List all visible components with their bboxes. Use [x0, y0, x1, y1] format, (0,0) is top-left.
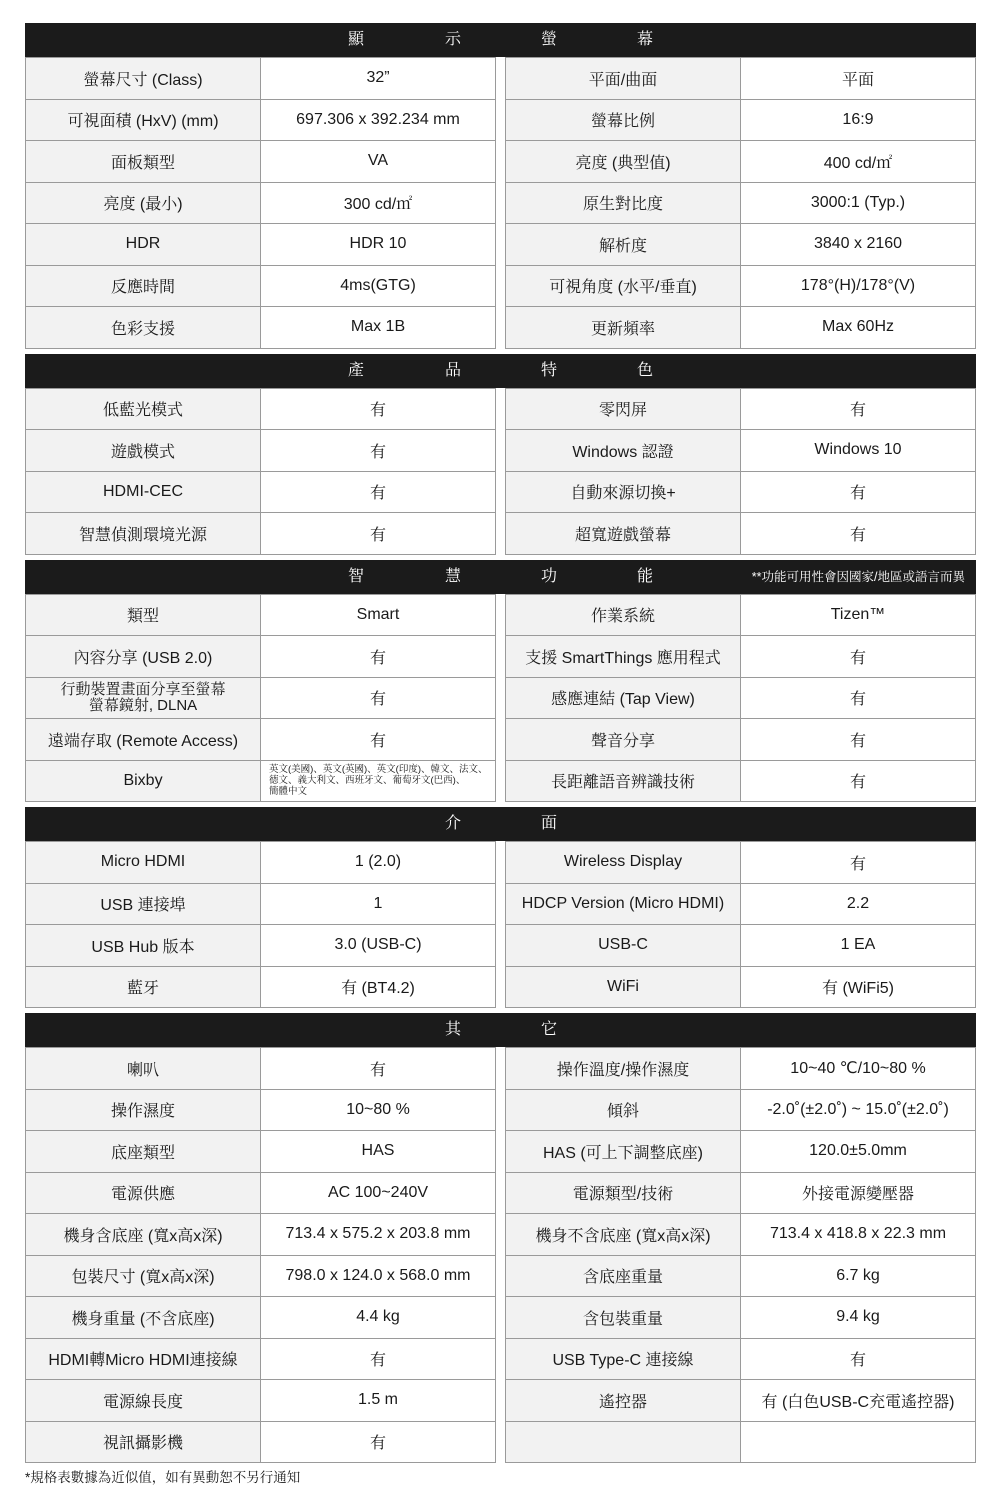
section-header-char: 面	[540, 815, 557, 832]
spec-value: 有	[261, 472, 495, 513]
section-header-char: 產	[347, 361, 364, 379]
spec-row	[26, 183, 495, 225]
section-header-char	[346, 808, 366, 840]
spec-row	[506, 1380, 975, 1422]
spec-value: HDR 10	[261, 224, 495, 265]
spec-value: Windows 10	[741, 430, 975, 471]
spec-table-right	[505, 388, 976, 555]
spec-value: 400 cd/㎡	[741, 141, 975, 182]
spec-value: Tizen™	[741, 595, 975, 636]
section-header	[25, 354, 976, 388]
spec-table-left	[25, 388, 496, 555]
spec-row	[26, 1297, 495, 1339]
spec-label: 感應連結 (Tap View)	[506, 678, 741, 719]
section-header-char: 特	[540, 361, 557, 379]
spec-label: 色彩支援	[26, 307, 261, 348]
spec-row	[506, 1339, 975, 1381]
spec-row	[26, 1380, 495, 1422]
spec-value: Max 60Hz	[741, 307, 975, 348]
spec-value: 有	[741, 842, 975, 883]
section-header	[25, 807, 976, 841]
spec-value: 有	[261, 389, 495, 430]
spec-value: 178°(H)/178°(V)	[741, 266, 975, 307]
spec-row	[506, 58, 975, 100]
spec-label: HDCP Version (Micro HDMI)	[506, 884, 741, 925]
spec-value: 10~80 %	[261, 1090, 495, 1131]
spec-value: 有 (WiFi5)	[741, 967, 975, 1008]
spec-row	[26, 1339, 495, 1381]
spec-row	[26, 1048, 495, 1090]
spec-value: 有 (BT4.2)	[261, 967, 495, 1008]
spec-row	[26, 1173, 495, 1215]
section-header-char: 智	[347, 567, 364, 585]
spec-row	[26, 472, 495, 514]
spec-value: 有	[261, 430, 495, 471]
spec-row	[26, 58, 495, 100]
spec-row	[506, 307, 975, 349]
spec-label: 機身不含底座 (寬x高x深)	[506, 1214, 741, 1255]
spec-label: Micro HDMI	[26, 842, 261, 883]
spec-label: Windows 認證	[506, 430, 741, 471]
spec-value: 有	[741, 472, 975, 513]
spec-row	[506, 224, 975, 266]
spec-value: 有 (白色USB-C充電遙控器)	[741, 1380, 975, 1421]
spec-label: Wireless Display	[506, 842, 741, 883]
spec-row	[506, 842, 975, 884]
spec-label: 操作濕度	[26, 1090, 261, 1131]
spec-row	[26, 761, 495, 803]
footnote: *規格表數據為近似值，如有異動恕不另行通知	[25, 1470, 301, 1485]
spec-value: 平面	[741, 58, 975, 99]
spec-label: USB Hub 版本	[26, 925, 261, 966]
spec-row	[26, 967, 495, 1009]
spec-value: 有	[741, 1339, 975, 1380]
spec-value: 120.0±5.0mm	[741, 1131, 975, 1172]
section-header-char: 功	[540, 567, 557, 585]
spec-row	[506, 430, 975, 472]
spec-label: USB-C	[506, 925, 741, 966]
spec-row	[26, 1214, 495, 1256]
spec-value: -2.0˚(±2.0˚) ~ 15.0˚(±2.0˚)	[741, 1090, 975, 1131]
section-header-char: 能	[636, 567, 653, 585]
spec-label: 機身含底座 (寬x高x深)	[26, 1214, 261, 1255]
spec-label: 自動來源切換+	[506, 472, 741, 513]
spec-label: 螢幕比例	[506, 100, 741, 141]
spec-table-right	[505, 1047, 976, 1463]
spec-value: 697.306 x 392.234 mm	[261, 100, 495, 141]
spec-label	[506, 1422, 741, 1463]
spec-value	[741, 1422, 975, 1463]
section-header-char: 品	[444, 361, 461, 379]
spec-value: 有	[261, 1422, 495, 1463]
spec-label: 面板類型	[26, 141, 261, 182]
spec-row	[506, 1090, 975, 1132]
spec-row	[506, 636, 975, 678]
spec-label: 平面/曲面	[506, 58, 741, 99]
spec-label: USB 連接埠	[26, 884, 261, 925]
section-header-char: 介	[444, 815, 461, 832]
spec-row	[506, 719, 975, 761]
spec-value: 6.7 kg	[741, 1256, 975, 1297]
spec-label: 解析度	[506, 224, 741, 265]
spec-table-right	[505, 841, 976, 1008]
spec-value: 10~40 ℃/10~80 %	[741, 1048, 975, 1089]
spec-sheet	[25, 23, 976, 1468]
spec-label: 視訊攝影機	[26, 1422, 261, 1463]
spec-row	[506, 100, 975, 142]
spec-value: Max 1B	[261, 307, 495, 348]
spec-label: 電源供應	[26, 1173, 261, 1214]
spec-label: 含包裝重量	[506, 1297, 741, 1338]
spec-section	[25, 807, 976, 1008]
spec-label: 操作溫度/操作濕度	[506, 1048, 741, 1089]
section-header-char: 幕	[636, 31, 653, 48]
spec-row	[26, 884, 495, 926]
spec-row	[506, 389, 975, 431]
spec-label: 傾斜	[506, 1090, 741, 1131]
section-header-char	[346, 1014, 366, 1046]
spec-value: 16:9	[741, 100, 975, 141]
section-header-char: 慧	[444, 567, 461, 585]
spec-row	[506, 1422, 975, 1464]
spec-label: WiFi	[506, 967, 741, 1008]
spec-row	[506, 1214, 975, 1256]
spec-label: 亮度 (最小)	[26, 183, 261, 224]
section-header-char: 色	[636, 361, 653, 379]
spec-value: 有	[261, 1339, 495, 1380]
spec-value: 3840 x 2160	[741, 224, 975, 265]
section-header-char: 它	[540, 1021, 557, 1038]
spec-row	[506, 183, 975, 225]
spec-row	[26, 1090, 495, 1132]
section-note: **功能可用性會因國家/地區或語言而異	[751, 569, 965, 584]
spec-row	[26, 307, 495, 349]
spec-row	[506, 1173, 975, 1215]
section-header	[25, 23, 976, 57]
spec-value: 有	[261, 719, 495, 760]
section-header-char: 顯	[347, 31, 364, 48]
spec-row	[26, 513, 495, 555]
section-header-char: 其	[444, 1021, 461, 1038]
spec-value: Smart	[261, 595, 495, 636]
spec-table-left	[25, 594, 496, 803]
spec-value: 300 cd/㎡	[261, 183, 495, 224]
spec-label: 行動裝置畫面分享至螢幕 螢幕鏡射, DLNA	[26, 678, 261, 719]
spec-row	[506, 1048, 975, 1090]
spec-label: 藍牙	[26, 967, 261, 1008]
spec-row	[26, 842, 495, 884]
spec-value: 有	[741, 678, 975, 719]
spec-value: 有	[741, 513, 975, 554]
spec-row	[26, 430, 495, 472]
spec-label: 亮度 (典型值)	[506, 141, 741, 182]
spec-value: 外接電源變壓器	[741, 1173, 975, 1214]
spec-value: 有	[261, 678, 495, 719]
spec-section	[25, 23, 976, 349]
spec-label: 支援 SmartThings 應用程式	[506, 636, 741, 677]
spec-label: 聲音分享	[506, 719, 741, 760]
section-header-char: 示	[444, 31, 461, 48]
spec-row	[26, 678, 495, 720]
spec-section	[25, 354, 976, 555]
spec-value: 713.4 x 418.8 x 22.3 mm	[741, 1214, 975, 1255]
spec-label: HDMI轉Micro HDMI連接線	[26, 1339, 261, 1380]
spec-value: 有	[741, 761, 975, 802]
section-header-char: 螢	[540, 31, 557, 48]
spec-table-right	[505, 594, 976, 803]
section-header-char	[635, 808, 655, 840]
spec-label: 遊戲模式	[26, 430, 261, 471]
spec-row	[506, 1256, 975, 1298]
spec-label: 機身重量 (不含底座)	[26, 1297, 261, 1338]
spec-value: 9.4 kg	[741, 1297, 975, 1338]
spec-value: 有	[261, 636, 495, 677]
spec-row	[506, 1297, 975, 1339]
spec-table-left	[25, 1047, 496, 1463]
spec-row	[506, 1131, 975, 1173]
spec-row	[26, 925, 495, 967]
spec-label: 智慧偵測環境光源	[26, 513, 261, 554]
spec-row	[26, 266, 495, 308]
spec-label: 作業系統	[506, 595, 741, 636]
spec-label: 類型	[26, 595, 261, 636]
spec-label: 反應時間	[26, 266, 261, 307]
spec-value: 798.0 x 124.0 x 568.0 mm	[261, 1256, 495, 1297]
spec-table-left	[25, 57, 496, 349]
spec-row	[26, 719, 495, 761]
section-header-char	[635, 1014, 655, 1046]
section-header	[25, 1013, 976, 1047]
spec-row	[26, 100, 495, 142]
spec-row	[26, 636, 495, 678]
spec-label: 超寬遊戲螢幕	[506, 513, 741, 554]
spec-row	[506, 141, 975, 183]
spec-value: 4.4 kg	[261, 1297, 495, 1338]
spec-value: 有	[741, 389, 975, 430]
section-header	[25, 560, 976, 594]
spec-label: 零閃屏	[506, 389, 741, 430]
spec-value: 有	[261, 1048, 495, 1089]
spec-table-right	[505, 57, 976, 349]
spec-value: 有	[741, 636, 975, 677]
spec-label: Bixby	[26, 761, 261, 802]
spec-row	[26, 141, 495, 183]
spec-value: 3000:1 (Typ.)	[741, 183, 975, 224]
spec-row	[506, 266, 975, 308]
spec-value: 1 EA	[741, 925, 975, 966]
spec-label: USB Type-C 連接線	[506, 1339, 741, 1380]
spec-row	[26, 1256, 495, 1298]
spec-value: 2.2	[741, 884, 975, 925]
spec-label: 遙控器	[506, 1380, 741, 1421]
spec-label: 螢幕尺寸 (Class)	[26, 58, 261, 99]
spec-label: 低藍光模式	[26, 389, 261, 430]
spec-label: 電源線長度	[26, 1380, 261, 1421]
spec-label: 電源類型/技術	[506, 1173, 741, 1214]
spec-label: 原生對比度	[506, 183, 741, 224]
spec-row	[506, 761, 975, 803]
spec-row	[506, 678, 975, 720]
spec-label: 可視面積 (HxV) (mm)	[26, 100, 261, 141]
spec-value: 有	[261, 513, 495, 554]
spec-value: 有	[741, 719, 975, 760]
spec-value: 32”	[261, 58, 495, 99]
spec-section	[25, 560, 976, 803]
spec-value: 1.5 m	[261, 1380, 495, 1421]
spec-label: 更新頻率	[506, 307, 741, 348]
spec-label: 含底座重量	[506, 1256, 741, 1297]
spec-value: 713.4 x 575.2 x 203.8 mm	[261, 1214, 495, 1255]
spec-value: 英文(美國)、英文(英國)、英文(印度)、韓文、法文、 德文、義大利文、西班牙文、葡萄牙文(巴西)、 簡體中文	[261, 761, 495, 802]
spec-value: 1	[261, 884, 495, 925]
spec-label: 內容分享 (USB 2.0)	[26, 636, 261, 677]
spec-value: 3.0 (USB-C)	[261, 925, 495, 966]
spec-row	[506, 925, 975, 967]
spec-label: HDR	[26, 224, 261, 265]
spec-row	[26, 595, 495, 637]
spec-label: 喇叭	[26, 1048, 261, 1089]
spec-value: VA	[261, 141, 495, 182]
spec-row	[506, 472, 975, 514]
spec-row	[26, 389, 495, 431]
spec-value: 1 (2.0)	[261, 842, 495, 883]
spec-table-left	[25, 841, 496, 1008]
spec-row	[26, 1131, 495, 1173]
spec-row	[506, 513, 975, 555]
spec-row	[506, 967, 975, 1009]
spec-label: HAS (可上下調整底座)	[506, 1131, 741, 1172]
spec-row	[506, 884, 975, 926]
spec-row	[26, 1422, 495, 1464]
spec-label: 長距離語音辨識技術	[506, 761, 741, 802]
spec-value: AC 100~240V	[261, 1173, 495, 1214]
spec-label: 包裝尺寸 (寬x高x深)	[26, 1256, 261, 1297]
spec-label: 底座類型	[26, 1131, 261, 1172]
spec-label: HDMI-CEC	[26, 472, 261, 513]
spec-value: 4ms(GTG)	[261, 266, 495, 307]
spec-row	[26, 224, 495, 266]
spec-row	[506, 595, 975, 637]
spec-value: HAS	[261, 1131, 495, 1172]
spec-section	[25, 1013, 976, 1463]
spec-label: 遠端存取 (Remote Access)	[26, 719, 261, 760]
spec-label: 可視角度 (水平/垂直)	[506, 266, 741, 307]
